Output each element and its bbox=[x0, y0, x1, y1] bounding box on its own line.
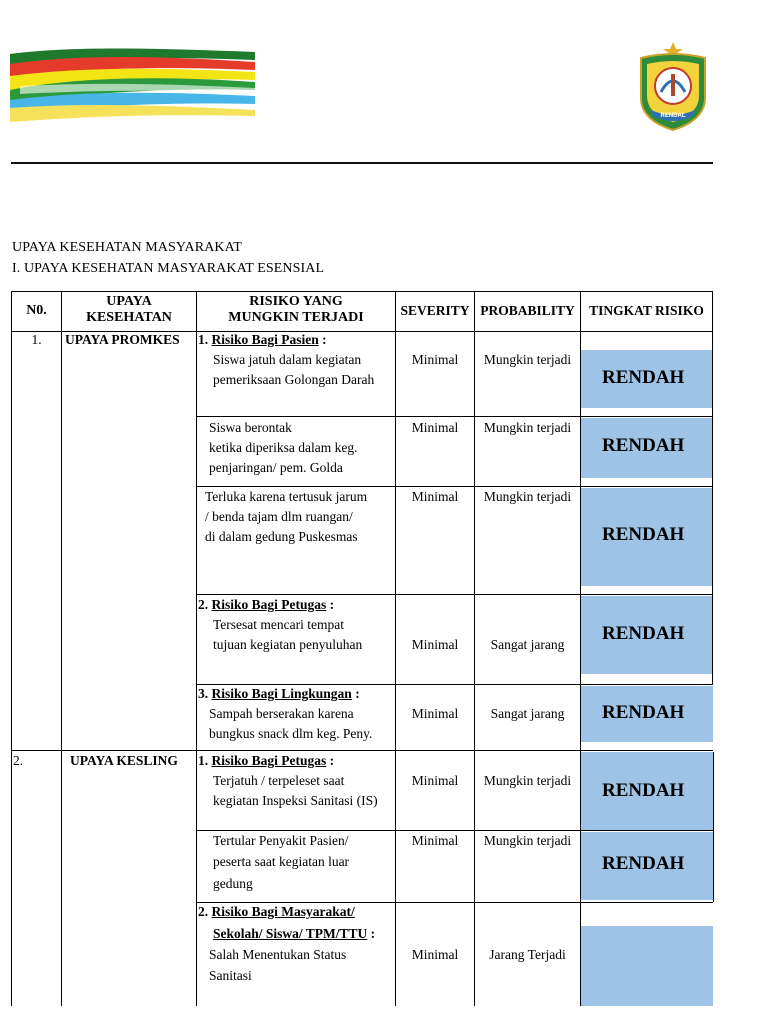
header-risiko: RISIKO YANG MUNGKIN TERJADI bbox=[228, 294, 364, 325]
severity-value: Minimal bbox=[411, 420, 459, 435]
risk-description: Tersesat mencari tempat bbox=[213, 617, 344, 632]
risk-description: Salah Menentukan Status bbox=[209, 947, 347, 962]
risk-level-label: RENDAH bbox=[602, 435, 685, 456]
probability-value: Mungkin terjadi bbox=[483, 420, 572, 435]
header-upaya: UPAYA KESEHATAN bbox=[86, 294, 172, 325]
probability-value: Mungkin terjadi bbox=[483, 489, 572, 504]
probability-value: Jarang Terjadi bbox=[489, 947, 566, 962]
header-severity: SEVERITY bbox=[400, 303, 470, 318]
group-no: 2. bbox=[13, 753, 24, 768]
risk-description: Tertular Penyakit Pasien/ bbox=[213, 833, 349, 848]
risk-description: pemeriksaan Golongan Darah bbox=[213, 372, 375, 387]
risk-category: 1. Risiko Bagi Pasien : bbox=[198, 332, 327, 347]
risk-description: penjaringan/ pem. Golda bbox=[209, 460, 343, 475]
section-title: UPAYA KESEHATAN MASYARAKAT bbox=[12, 240, 242, 255]
subsection-title: I. UPAYA KESEHATAN MASYARAKAT ESENSIAL bbox=[12, 261, 325, 276]
risk-description: bungkus snack dlm keg. Peny. bbox=[209, 726, 373, 741]
risk-level-label: RENDAH bbox=[602, 702, 685, 723]
probability-value: Sangat jarang bbox=[490, 706, 565, 721]
severity-value: Minimal bbox=[411, 947, 459, 962]
risk-category: 3. Risiko Bagi Lingkungan : bbox=[198, 686, 360, 701]
severity-value: Minimal bbox=[411, 773, 459, 788]
risk-description: di dalam gedung Puskesmas bbox=[205, 529, 358, 544]
group-upaya: UPAYA PROMKES bbox=[65, 332, 180, 347]
header-tingkat: TINGKAT RISIKO bbox=[589, 303, 704, 318]
risk-description: / benda tajam dlm ruangan/ bbox=[205, 509, 353, 524]
probability-value: Sangat jarang bbox=[490, 637, 565, 652]
risk-description: tujuan kegiatan penyuluhan bbox=[213, 637, 363, 652]
risk-category-continued: Sekolah/ Siswa/ TPM/TTU : bbox=[213, 926, 376, 941]
severity-value: Minimal bbox=[411, 489, 459, 504]
probability-value: Mungkin terjadi bbox=[483, 773, 572, 788]
risk-description: kegiatan Inspeksi Sanitasi (IS) bbox=[213, 793, 378, 808]
risk-level-label: RENDAH bbox=[602, 367, 685, 388]
group-upaya: UPAYA KESLING bbox=[70, 753, 178, 768]
risk-description: Sanitasi bbox=[209, 968, 252, 983]
severity-value: Minimal bbox=[411, 352, 459, 367]
risk-description: Siswa berontak bbox=[209, 420, 292, 435]
probability-value: Mungkin terjadi bbox=[483, 833, 572, 848]
severity-value: Minimal bbox=[411, 833, 459, 848]
risk-description: Terjatuh / terpeleset saat bbox=[213, 773, 345, 788]
group-no: 1. bbox=[31, 332, 42, 347]
risk-description: Sampah berserakan karena bbox=[209, 706, 354, 721]
risk-level-label: RENDAH bbox=[602, 623, 685, 644]
risk-level-label: RENDAH bbox=[602, 780, 685, 801]
risk-description: peserta saat kegiatan luar bbox=[213, 854, 350, 869]
risk-level-label: RENDAH bbox=[602, 853, 685, 874]
emblem-text: RENDAL bbox=[660, 113, 686, 119]
header-no: N0. bbox=[26, 303, 47, 318]
severity-value: Minimal bbox=[411, 706, 459, 721]
risk-category: 1. Risiko Bagi Petugas : bbox=[198, 753, 335, 768]
risk-cell-fill bbox=[581, 926, 713, 1006]
risk-category: 2. Risiko Bagi Petugas : bbox=[198, 597, 335, 612]
risk-description: Terluka karena tertusuk jarum bbox=[205, 489, 368, 504]
risk-description: gedung bbox=[213, 876, 253, 891]
risk-level-label: RENDAH bbox=[602, 524, 685, 545]
risk-category: 2. Risiko Bagi Masyarakat/ bbox=[198, 904, 355, 919]
probability-value: Mungkin terjadi bbox=[483, 352, 572, 367]
severity-value: Minimal bbox=[411, 637, 459, 652]
risk-description: Siswa jatuh dalam kegiatan bbox=[213, 352, 362, 367]
risk-description: ketika diperiksa dalam keg. bbox=[209, 440, 358, 455]
header-probability: PROBABILITY bbox=[480, 303, 575, 318]
